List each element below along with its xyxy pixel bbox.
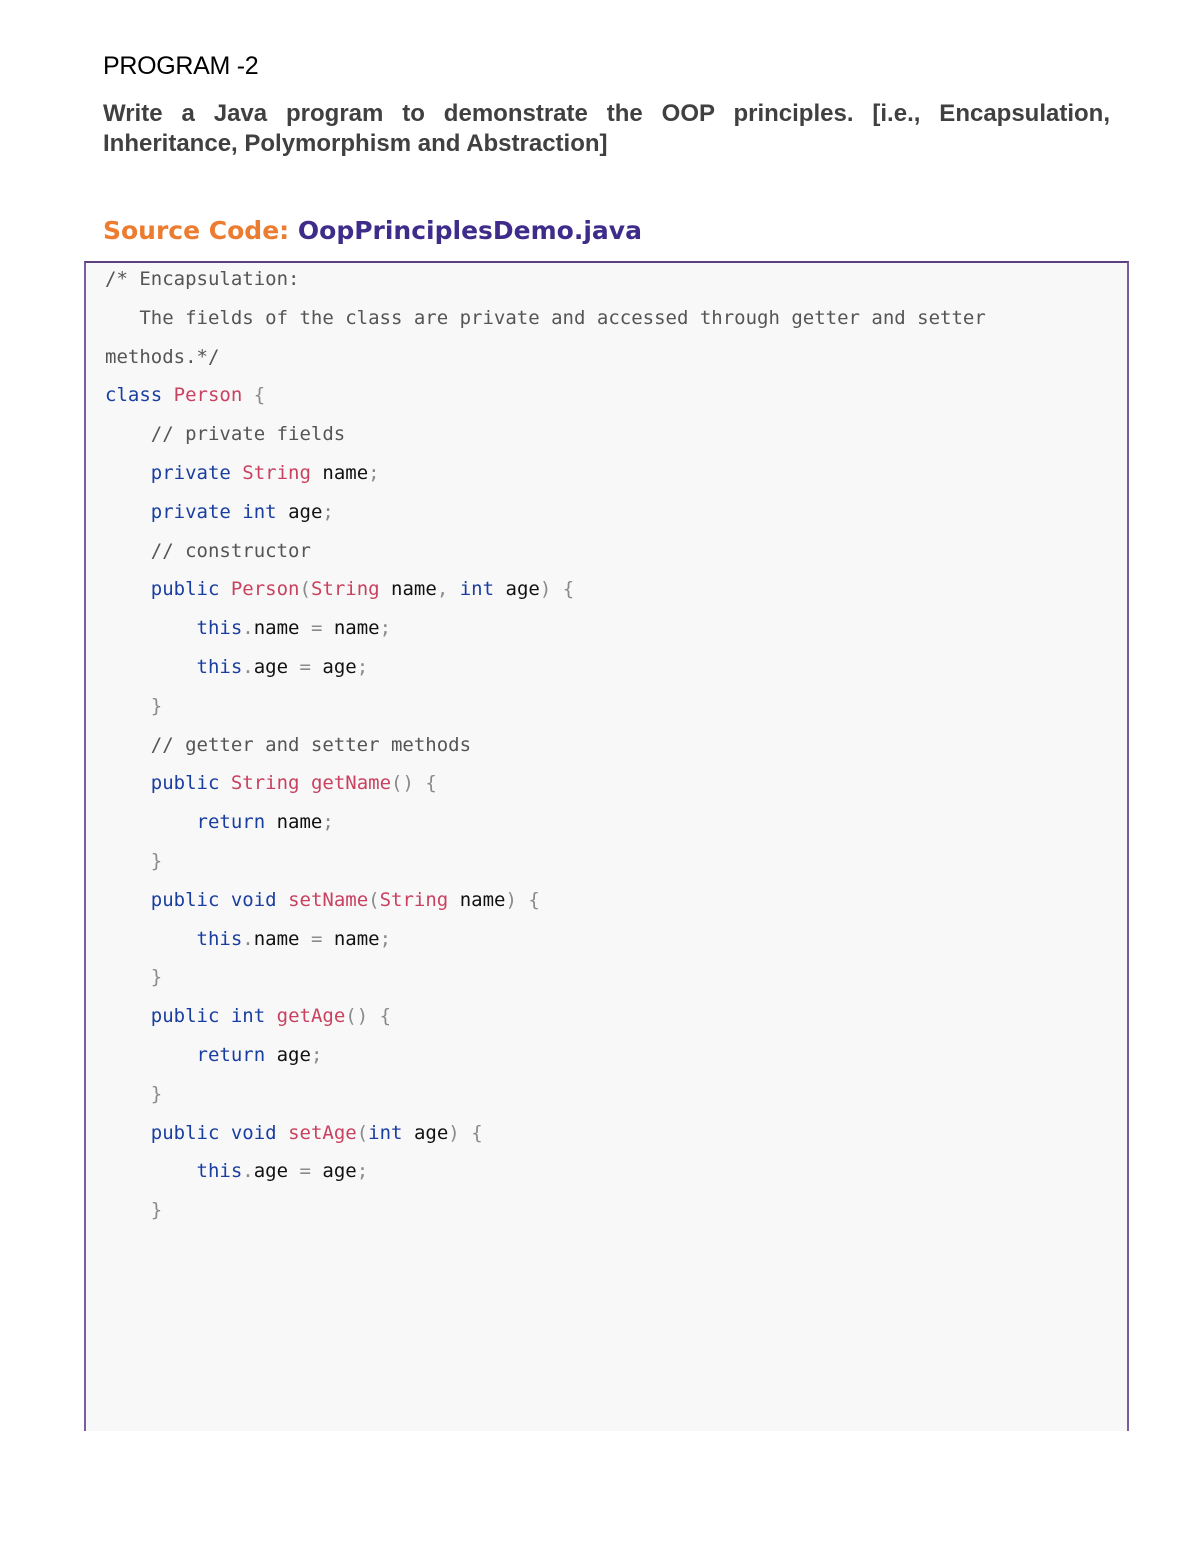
code-whitespace xyxy=(322,617,333,639)
code-token-pn: = xyxy=(299,1160,311,1183)
code-whitespace xyxy=(162,384,173,406)
code-whitespace xyxy=(105,1083,151,1105)
code-token-pn: () xyxy=(391,772,414,795)
code-token-pn: = xyxy=(299,655,311,678)
code-token-id: name xyxy=(459,888,506,911)
code-token-pn: ; xyxy=(322,500,334,523)
code-whitespace xyxy=(551,578,562,600)
code-whitespace xyxy=(105,501,151,523)
code-line xyxy=(105,961,1115,1000)
code-line xyxy=(105,767,1115,806)
code-token-kw: this xyxy=(196,655,243,678)
code-token-typ: String xyxy=(310,578,380,601)
code-token-id: name xyxy=(253,927,300,950)
code-token-kw: this xyxy=(196,617,243,640)
code-line xyxy=(105,457,1115,496)
code-line xyxy=(105,806,1115,845)
code-whitespace xyxy=(105,578,151,600)
code-whitespace xyxy=(105,1199,151,1221)
program-heading: PROGRAM -2 xyxy=(103,52,259,80)
code-token-kw: void xyxy=(230,1121,277,1144)
code-whitespace xyxy=(219,1005,230,1027)
source-code-label xyxy=(103,216,642,245)
code-token-pn: = xyxy=(310,927,323,950)
code-token-kw: class xyxy=(105,384,163,407)
code-line xyxy=(105,690,1115,729)
code-whitespace xyxy=(105,695,151,717)
code-whitespace xyxy=(322,928,333,950)
source-label-text: Source Code: xyxy=(103,216,290,245)
code-token-pn: { xyxy=(425,772,437,795)
code-whitespace xyxy=(277,1122,288,1144)
code-token-kw: int xyxy=(242,500,277,523)
question-text: Write a Java program to demonstrate the OOP principles. [i.e., Encapsulation, Inheritance, Polymorphism and Abstraction] xyxy=(103,100,1110,157)
code-token-pn: ; xyxy=(322,811,334,834)
code-whitespace xyxy=(242,384,253,406)
code-token-pn: ( xyxy=(299,578,311,601)
code-line xyxy=(105,263,1115,302)
code-whitespace xyxy=(448,889,459,911)
code-line xyxy=(105,923,1115,962)
code-line xyxy=(105,379,1115,418)
code-token-pn: = xyxy=(310,617,323,640)
code-whitespace xyxy=(403,1122,414,1144)
code-token-pn: { xyxy=(471,1121,483,1144)
code-whitespace xyxy=(105,734,151,756)
code-whitespace xyxy=(219,578,230,600)
code-whitespace xyxy=(105,540,151,562)
code-token-id: age xyxy=(322,1160,357,1183)
code-whitespace xyxy=(380,578,391,600)
code-whitespace xyxy=(105,1122,151,1144)
code-token-fn: getName xyxy=(310,772,392,795)
code-line xyxy=(105,845,1115,884)
code-whitespace xyxy=(311,462,322,484)
code-line xyxy=(105,884,1115,923)
code-line xyxy=(105,573,1115,612)
code-token-pn: ; xyxy=(368,461,380,484)
code-token-kw: private xyxy=(150,500,231,523)
code-token-cm: // constructor xyxy=(150,539,311,562)
code-whitespace xyxy=(105,966,151,988)
code-token-cm: // private fields xyxy=(150,423,346,446)
code-line xyxy=(105,535,1115,574)
code-line xyxy=(105,1155,1115,1194)
code-block xyxy=(84,261,1129,1431)
source-filename: OopPrinciplesDemo.java xyxy=(297,216,642,245)
code-whitespace xyxy=(105,1005,151,1027)
code-line xyxy=(105,418,1115,457)
code-token-id: age xyxy=(288,500,323,523)
code-whitespace xyxy=(105,617,197,639)
code-token-kw: return xyxy=(196,1043,266,1066)
code-whitespace xyxy=(288,1160,299,1182)
code-token-cm: // getter and setter methods xyxy=(150,733,472,756)
code-line xyxy=(105,341,1115,380)
code-token-pn: { xyxy=(379,1005,392,1028)
code-token-cm: methods.*/ xyxy=(105,345,220,368)
code-whitespace xyxy=(300,617,311,639)
code-token-kw: this xyxy=(196,927,243,950)
code-token-id: age xyxy=(505,578,540,601)
code-line xyxy=(105,1194,1115,1233)
code-whitespace xyxy=(300,772,311,794)
code-whitespace xyxy=(265,1044,276,1066)
code-token-id: age xyxy=(253,655,289,678)
code-token-fn: Person xyxy=(230,578,300,601)
code-token-cm: /* Encapsulation: xyxy=(105,268,300,290)
code-line xyxy=(105,1078,1115,1117)
code-whitespace xyxy=(277,501,288,523)
code-whitespace xyxy=(414,772,425,794)
code-token-kw: public xyxy=(150,772,220,795)
code-token-kw: this xyxy=(196,1160,243,1183)
code-token-pn: ; xyxy=(356,1160,369,1183)
code-whitespace xyxy=(311,1160,322,1182)
code-token-typ: String xyxy=(230,772,300,795)
code-line xyxy=(105,1117,1115,1156)
code-whitespace xyxy=(219,889,230,911)
code-whitespace xyxy=(448,578,459,600)
code-whitespace xyxy=(277,889,288,911)
code-token-pn: ( xyxy=(356,1121,369,1144)
code-line xyxy=(105,302,1115,341)
code-token-id: age xyxy=(322,655,357,678)
code-token-pn: } xyxy=(150,694,163,717)
code-whitespace xyxy=(231,501,242,523)
code-token-typ: Person xyxy=(173,384,243,407)
code-line xyxy=(105,729,1115,768)
code-token-id: name xyxy=(276,811,323,834)
code-token-fn: setAge xyxy=(288,1121,357,1144)
code-token-pn: () xyxy=(345,1005,369,1028)
code-token-pn: } xyxy=(150,1082,163,1105)
code-token-typ: String xyxy=(379,888,449,911)
code-whitespace xyxy=(231,462,242,484)
code-token-pn: { xyxy=(528,888,540,911)
code-whitespace xyxy=(265,811,276,833)
code-whitespace xyxy=(105,811,197,833)
code-line xyxy=(105,612,1115,651)
code-whitespace xyxy=(494,578,505,600)
code-token-pn: ( xyxy=(368,888,380,911)
code-token-pn: } xyxy=(150,849,163,872)
code-token-pn: { xyxy=(253,384,266,407)
code-token-id: name xyxy=(322,461,369,484)
code-token-pn: ; xyxy=(379,617,392,640)
code-token-pn: . xyxy=(242,1160,254,1183)
code-whitespace xyxy=(219,772,230,794)
code-token-fn: setName xyxy=(288,888,369,911)
code-token-id: age xyxy=(276,1043,311,1066)
code-whitespace xyxy=(105,656,197,678)
code-token-pn: . xyxy=(242,655,254,678)
code-line xyxy=(105,651,1115,690)
code-whitespace xyxy=(288,656,299,678)
code-token-pn: { xyxy=(562,578,575,601)
code-token-id: name xyxy=(333,927,380,950)
code-token-pn: . xyxy=(242,927,254,950)
code-token-kw: public xyxy=(150,1005,220,1028)
code-token-kw: public xyxy=(150,578,220,601)
code-line xyxy=(105,496,1115,535)
code-line xyxy=(105,1039,1115,1078)
code-token-id: name xyxy=(333,617,380,640)
code-whitespace xyxy=(105,850,151,872)
code-token-pn: } xyxy=(150,1199,163,1222)
code-listing xyxy=(105,263,1115,1233)
code-whitespace xyxy=(265,1005,276,1027)
code-token-pn: ; xyxy=(356,655,369,678)
code-token-pn: ) xyxy=(539,578,552,601)
code-token-pn: . xyxy=(242,617,254,640)
code-whitespace xyxy=(368,1005,379,1027)
code-whitespace xyxy=(311,656,322,678)
code-whitespace xyxy=(105,928,197,950)
code-whitespace xyxy=(105,423,151,445)
code-whitespace xyxy=(300,928,311,950)
code-whitespace xyxy=(517,889,528,911)
code-token-id: age xyxy=(413,1121,449,1144)
code-token-kw: public xyxy=(150,888,220,911)
code-whitespace xyxy=(105,462,151,484)
code-whitespace xyxy=(105,889,151,911)
code-token-id: age xyxy=(253,1160,289,1183)
code-token-kw: int xyxy=(459,578,495,601)
code-token-pn: ) xyxy=(448,1121,460,1144)
code-whitespace xyxy=(219,1122,230,1144)
code-token-pn: ; xyxy=(379,927,392,950)
code-token-cm: The fields of the class are private and accessed through getter and setter xyxy=(105,306,986,329)
code-whitespace xyxy=(105,1044,197,1066)
code-token-kw: int xyxy=(230,1005,266,1028)
code-whitespace xyxy=(105,1160,197,1182)
code-token-pn: , xyxy=(436,578,449,601)
code-token-pn: } xyxy=(150,966,163,989)
code-token-typ: String xyxy=(242,461,311,484)
code-token-id: name xyxy=(253,617,300,640)
code-whitespace xyxy=(460,1122,471,1144)
code-token-kw: public xyxy=(150,1121,220,1144)
code-token-pn: ) xyxy=(505,888,517,911)
code-whitespace xyxy=(105,772,151,794)
code-token-id: name xyxy=(391,578,437,601)
code-token-fn: getAge xyxy=(276,1005,346,1028)
code-token-kw: private xyxy=(150,461,231,484)
code-token-pn: ; xyxy=(310,1043,323,1066)
code-line xyxy=(105,1000,1115,1039)
code-token-kw: int xyxy=(368,1121,403,1144)
code-token-kw: return xyxy=(196,811,266,834)
code-token-kw: void xyxy=(230,888,277,911)
